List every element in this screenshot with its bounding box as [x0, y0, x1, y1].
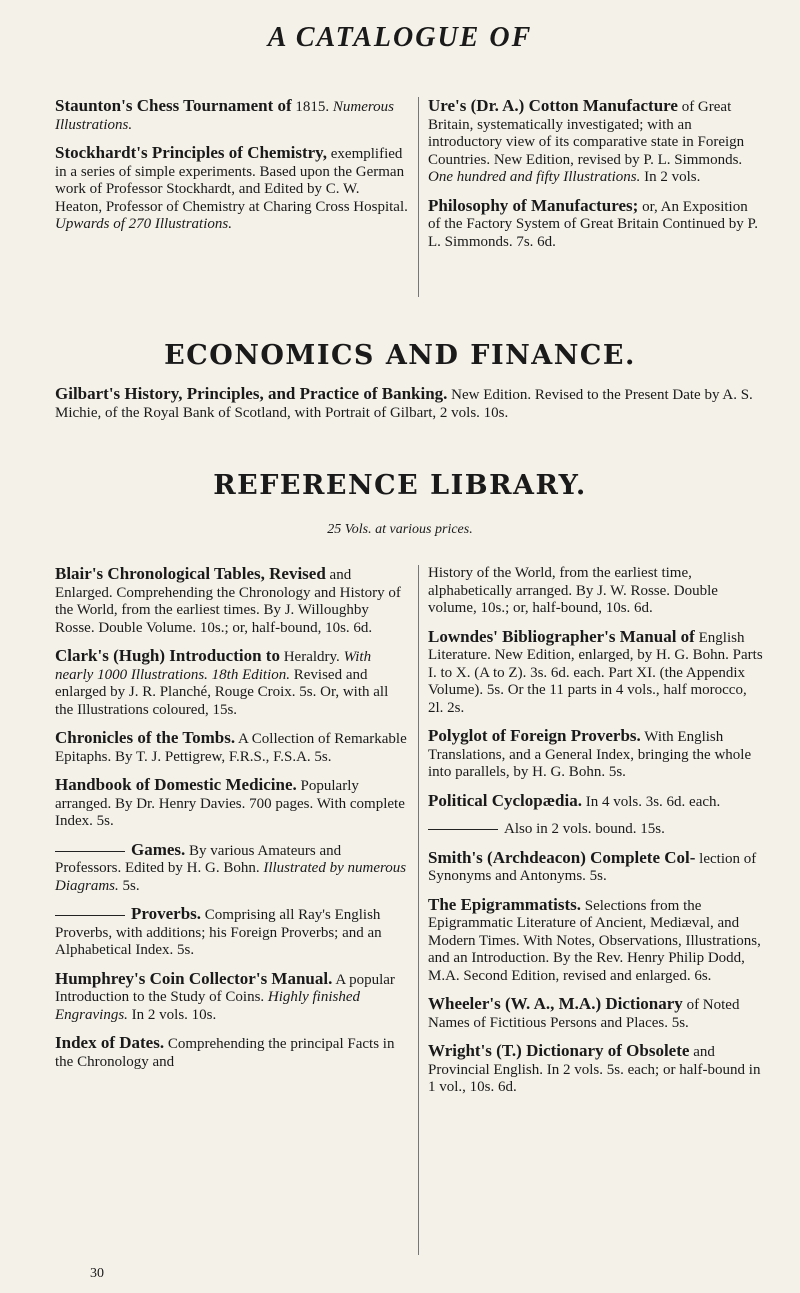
reference-subheading: 25 Vols. at various prices.	[327, 522, 473, 537]
entry-title: Wright's (T.) Dictionary of Obsolete	[428, 1041, 690, 1060]
entry-italic: Illustrated by numerous Diagrams.	[55, 860, 407, 894]
catalogue-entry	[428, 1042, 763, 1097]
entry-body: or, An Exposition of the Factory System of Great Britain Continued by P. L. Simmonds. 7s. 6d.	[428, 198, 758, 250]
catalogue-entry	[55, 97, 410, 134]
entry-title: Lowndes' Bibliographer's Manual of	[428, 626, 695, 646]
entry-title: The Epigrammatists.	[428, 894, 581, 914]
top-right-column	[428, 97, 763, 261]
ditto-dash	[428, 829, 498, 830]
catalogue-entry	[428, 821, 763, 839]
entry-title: Clark's (Hugh) Introduction to	[55, 646, 280, 665]
entry-body: Selections from the Epigrammatic Literature of Ancient, Mediæval, and Modern Times. With Notes, Observations, Illustrations, and an Introduction. By the Rev. Henry Philip Dodd, M.A. Second Edition, revised and enlarged. 6s.	[428, 897, 761, 984]
entry-body: History of the World, from the earliest time, alphabetically arranged. By J. W. Rosse. Double volume, 10s.; or, half-bound, 10s. 6d.	[428, 565, 718, 616]
reference-left-column	[55, 565, 410, 1081]
entry-title: Philosophy of Manufactures;	[428, 195, 639, 215]
catalogue-entry	[55, 841, 410, 896]
entry-tail: Revised and enlarged by J. R. Planché, Rouge Croix. 5s. Or, with all the Illustrations coloured, 15s.	[55, 666, 389, 718]
entry-italic: With nearly 1000 Illustrations. 18th Edition.	[55, 649, 372, 683]
entry-title: Political Cyclopædia.	[428, 790, 582, 810]
catalogue-entry	[55, 144, 410, 234]
entry-title: Chronicles of the Tombs.	[55, 728, 236, 747]
entry-body: lection of Synonyms and Antonyms. 5s.	[428, 850, 757, 884]
entry-body: of Great Britain, systematically investigated; with an introductory view of its comparative state in Foreign Countries. New Edition, revised by P. L. Simmonds.	[428, 99, 745, 168]
entry-body: Comprising all Ray's English Proverbs, with additions; his Foreign Proverbs; and an Alphabetical Index. 5s.	[55, 907, 382, 958]
catalogue-entry	[55, 905, 410, 960]
catalogue-entry	[428, 849, 763, 886]
entry-tail: 5s.	[122, 877, 140, 894]
entry-body: exemplified in a series of simple experiments. Based upon the German work of Professor Stockhardt, and Edited by C. W. Heaton, Professor of Chemistry at Charing Cross Hospital.	[55, 146, 408, 215]
entry-tail: In 2 vols. 10s.	[131, 1006, 217, 1023]
catalogue-entry	[428, 792, 763, 812]
entry-title: Smith's (Archdeacon) Complete Col-	[428, 847, 696, 867]
reference-heading: REFERENCE LIBRARY.	[213, 470, 587, 501]
entry-body: English Literature. New Edition, enlarged, by H. G. Bohn. Parts I. to X. (A to Z). 3s. 6d. each. Part XI. (the Appendix Volume). 5s. Or the 11 parts in 4 vols., half morocco, 2l. 2s.	[428, 629, 763, 716]
entry-italic: Highly finished Engravings.	[55, 989, 360, 1023]
catalogue-entry	[55, 647, 410, 719]
entry-body: A Collection of Remarkable Epitaphs. By T. J. Pettigrew, F.R.S., F.S.A. 5s.	[55, 731, 407, 765]
entry-body: Heraldry.	[283, 649, 340, 665]
entry-title: Humphrey's Coin Collector's Manual.	[55, 968, 333, 988]
entry-body: Popularly arranged. By Dr. Henry Davies. 700 pages. With complete Index. 5s.	[55, 778, 405, 829]
catalogue-entry	[428, 628, 763, 718]
page-number: 30	[90, 1266, 104, 1281]
entry-body: of Noted Names of Fictitious Persons and Places. 5s.	[428, 997, 740, 1031]
entry-body: Also in 2 vols. bound. 15s.	[504, 821, 665, 837]
entry-title: Gilbart's History, Principles, and Practice of Banking.	[55, 384, 448, 403]
entry-italic: One hundred and fifty Illustrations.	[428, 169, 641, 185]
entry-body: 1815.	[295, 99, 330, 115]
entry-title: Games.	[131, 839, 186, 859]
entry-body: With English Translations, and a General Index, bringing the whole into parallels, by H. G. Bohn. 5s.	[428, 729, 752, 780]
entry-italic: Upwards of 270 Illustrations.	[55, 216, 232, 232]
entry-tail: In 2 vols.	[644, 169, 701, 185]
catalogue-entry	[55, 776, 410, 831]
catalogue-entry	[428, 995, 763, 1032]
catalogue-entry	[428, 97, 763, 187]
catalogue-entry	[55, 565, 410, 637]
catalogue-entry	[55, 1034, 410, 1071]
column-divider-top	[418, 97, 419, 297]
entry-body: and Enlarged. Comprehending the Chronology and History of the World, from the earliest times. By J. Willoughby Rosse. Double Volume. 10s.; or, half-bound, 10s. 6d.	[55, 567, 401, 636]
entry-title: Staunton's Chess Tournament of	[55, 96, 292, 115]
catalogue-entry	[55, 970, 410, 1025]
entry-body: and Provincial English. In 2 vols. 5s. each; or half-bound in 1 vol., 10s. 6d.	[428, 1044, 761, 1095]
entry-body: In 4 vols. 3s. 6d. each.	[585, 793, 721, 810]
catalogue-entry	[428, 896, 763, 986]
entry-title: Handbook of Domestic Medicine.	[55, 775, 297, 794]
reference-right-column	[428, 565, 763, 1107]
economics-heading: ECONOMICS AND FINANCE.	[164, 340, 636, 371]
running-head: A CATALOGUE OF	[267, 22, 533, 53]
entry-title: Stockhardt's Principles of Chemistry,	[55, 143, 327, 162]
entry-title: Index of Dates.	[55, 1033, 165, 1052]
catalogue-entry	[55, 729, 410, 766]
entry-body: Comprehending the principal Facts in the Chronology and	[55, 1036, 395, 1070]
entry-title: Wheeler's (W. A., M.A.) Dictionary	[428, 994, 683, 1013]
catalogue-entry	[428, 197, 763, 252]
column-divider-reference	[418, 565, 419, 1255]
entry-body: By various Amateurs and Professors. Edited by H. G. Bohn.	[55, 842, 342, 876]
entry-title: Ure's (Dr. A.) Cotton Manufacture	[428, 96, 678, 115]
entry-title: Proverbs.	[131, 904, 202, 923]
catalogue-entry	[428, 565, 763, 618]
catalogue-entry	[428, 727, 763, 782]
entry-italic: Numerous Illustrations.	[55, 99, 395, 133]
entry-title: Blair's Chronological Tables, Revised	[55, 564, 326, 583]
gilbart-entry	[55, 385, 765, 422]
ditto-dash	[55, 915, 125, 916]
ditto-dash	[55, 851, 125, 852]
top-left-column	[55, 97, 410, 244]
entry-body: A popular Introduction to the Study of Coins.	[55, 971, 395, 1005]
entry-body: New Edition. Revised to the Present Date by A. S. Michie, of the Royal Bank of Scotland, with Portrait of Gilbart, 2 vols. 10s.	[55, 387, 753, 421]
entry-title: Polyglot of Foreign Proverbs.	[428, 726, 641, 745]
